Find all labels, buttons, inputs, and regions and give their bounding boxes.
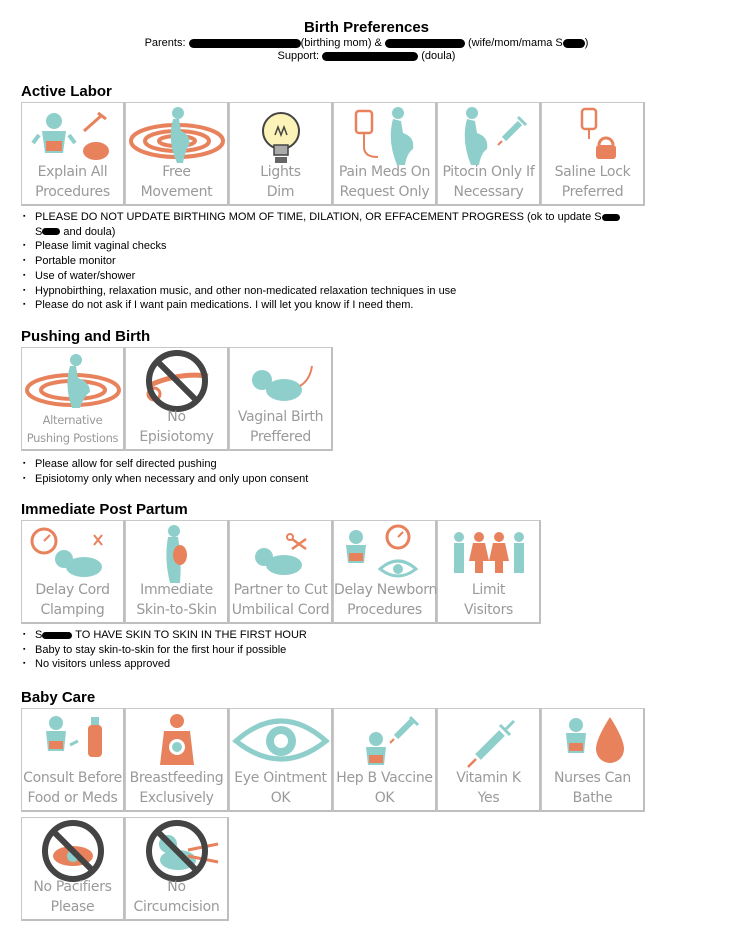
pushing-birth-tiles xyxy=(21,347,333,451)
section-heading: Pushing and Birth xyxy=(21,328,151,345)
tile-vitamin-k: Vitamin K Yes xyxy=(437,708,541,812)
iv-bag-pregnant-icon xyxy=(336,105,434,167)
list-item: ▪ Episiotomy only when necessary and only upon consent xyxy=(21,472,711,487)
list-item: ▪ Use of water/shower xyxy=(21,269,711,284)
newborn-clock-icon xyxy=(24,523,122,585)
list-item: ▪ Please limit vaginal checks xyxy=(21,239,711,254)
lightbulb-icon xyxy=(232,105,330,167)
redacted-name xyxy=(602,214,620,221)
tile-hep-b-vaccine: Hep B Vaccine OK xyxy=(333,708,437,812)
baby-eye-clock-icon xyxy=(336,523,434,585)
mother-holding-baby-icon xyxy=(128,523,226,585)
section-heading: Immediate Post Partum xyxy=(21,501,188,518)
baby-clock-syringe-icon xyxy=(24,105,122,167)
tile-no-circumcision: No Circumcision xyxy=(125,817,229,921)
baby-drop-icon xyxy=(544,711,642,773)
active-labor-tiles xyxy=(21,102,645,206)
tile-no-episiotomy: No Episiotomy xyxy=(125,347,229,451)
redacted-name xyxy=(322,52,418,61)
redacted-name xyxy=(42,228,60,235)
list-item: ▪ Portable monitor xyxy=(21,254,711,269)
pregnant-woman-rings-icon xyxy=(24,350,122,412)
list-item: ▪ Please do not ask if I want pain medications. I will let you know if I need them. xyxy=(21,298,711,313)
redacted-name xyxy=(563,39,585,48)
pregnant-syringe-icon xyxy=(440,105,538,167)
tile-delay-newborn-procedures: Delay Newborn Procedures xyxy=(333,520,437,624)
tile-pain-meds: Pain Meds On Request Only xyxy=(333,102,437,206)
support-line: Support: (doula) xyxy=(277,50,456,62)
tile-alternative-positions: Alternative Pushing Postions xyxy=(21,347,125,451)
baby-care-tiles xyxy=(21,708,645,812)
tile-partner-cut-cord: Partner to Cut Umbilical Cord xyxy=(229,520,333,624)
section-baby-care xyxy=(21,689,95,707)
pushing-birth-list xyxy=(21,457,711,486)
baby-care-tiles-row2 xyxy=(21,817,229,921)
section-heading: Active Labor xyxy=(21,83,112,100)
parents-line: Parents: (birthing mom) & (wife/mom/mama S ) xyxy=(144,37,589,49)
tile-no-pacifiers: No Pacifiers Please xyxy=(21,817,125,921)
tile-saline-lock: Saline Lock Preferred xyxy=(541,102,645,206)
section-active-labor xyxy=(21,83,112,101)
pregnant-woman-rings-icon xyxy=(128,105,226,167)
breastfeeding-icon xyxy=(128,711,226,773)
tile-consult-food-meds: Consult Before Food or Meds xyxy=(21,708,125,812)
tile-free-movement: Free Movement xyxy=(125,102,229,206)
section-pushing-birth xyxy=(21,328,150,346)
list-item: ▪ S TO HAVE SKIN TO SKIN IN THE FIRST HOUR xyxy=(21,628,711,643)
eye-icon xyxy=(232,711,330,773)
newborn-scissors-icon xyxy=(232,523,330,585)
tile-lights-dim: Lights Dim xyxy=(229,102,333,206)
iv-lock-icon xyxy=(544,105,642,167)
no-scissors-icon xyxy=(128,350,226,412)
newborn-icon xyxy=(232,350,330,412)
tile-limit-visitors: Limit Visitors xyxy=(437,520,541,624)
redacted-name xyxy=(189,39,301,48)
baby-syringe-icon xyxy=(336,711,434,773)
tile-nurses-bathe: Nurses Can Bathe xyxy=(541,708,645,812)
visitors-icon xyxy=(440,523,538,585)
section-post-partum xyxy=(21,501,188,519)
list-item: ▪ No visitors unless approved xyxy=(21,657,711,672)
no-circumcision-icon xyxy=(128,820,226,882)
tile-skin-to-skin: Immediate Skin-to-Skin xyxy=(125,520,229,624)
tile-delay-cord-clamping: Delay Cord Clamping xyxy=(21,520,125,624)
page-title: Birth Preferences xyxy=(303,19,430,36)
list-item: ▪ Please allow for self directed pushing xyxy=(21,457,711,472)
redacted-name xyxy=(42,632,72,639)
tile-pitocin: Pitocin Only If Necessary xyxy=(437,102,541,206)
post-partum-tiles xyxy=(21,520,541,624)
document-header xyxy=(0,19,733,63)
syringe-icon xyxy=(440,711,538,773)
tile-eye-ointment: Eye Ointment OK xyxy=(229,708,333,812)
list-item: ▪ Hypnobirthing, relaxation music, and other non-medicated relaxation techniques in use xyxy=(21,284,711,299)
tile-breastfeeding: Breastfeeding Exclusively xyxy=(125,708,229,812)
post-partum-list xyxy=(21,628,711,672)
list-item: ▪ PLEASE DO NOT UPDATE BIRTHING MOM OF TIME, DILATION, OR EFFACEMENT PROGRESS (ok to update S S and doula) xyxy=(21,210,711,239)
section-heading: Baby Care xyxy=(21,689,96,706)
list-item: ▪ Baby to stay skin-to-skin for the first hour if possible xyxy=(21,643,711,658)
baby-bottle-icon xyxy=(24,711,122,773)
tile-vaginal-birth: Vaginal Birth Preffered xyxy=(229,347,333,451)
redacted-name xyxy=(385,39,465,48)
tile-explain-procedures: Explain All Procedures xyxy=(21,102,125,206)
no-pacifier-icon xyxy=(24,820,122,882)
active-labor-list xyxy=(21,210,711,313)
